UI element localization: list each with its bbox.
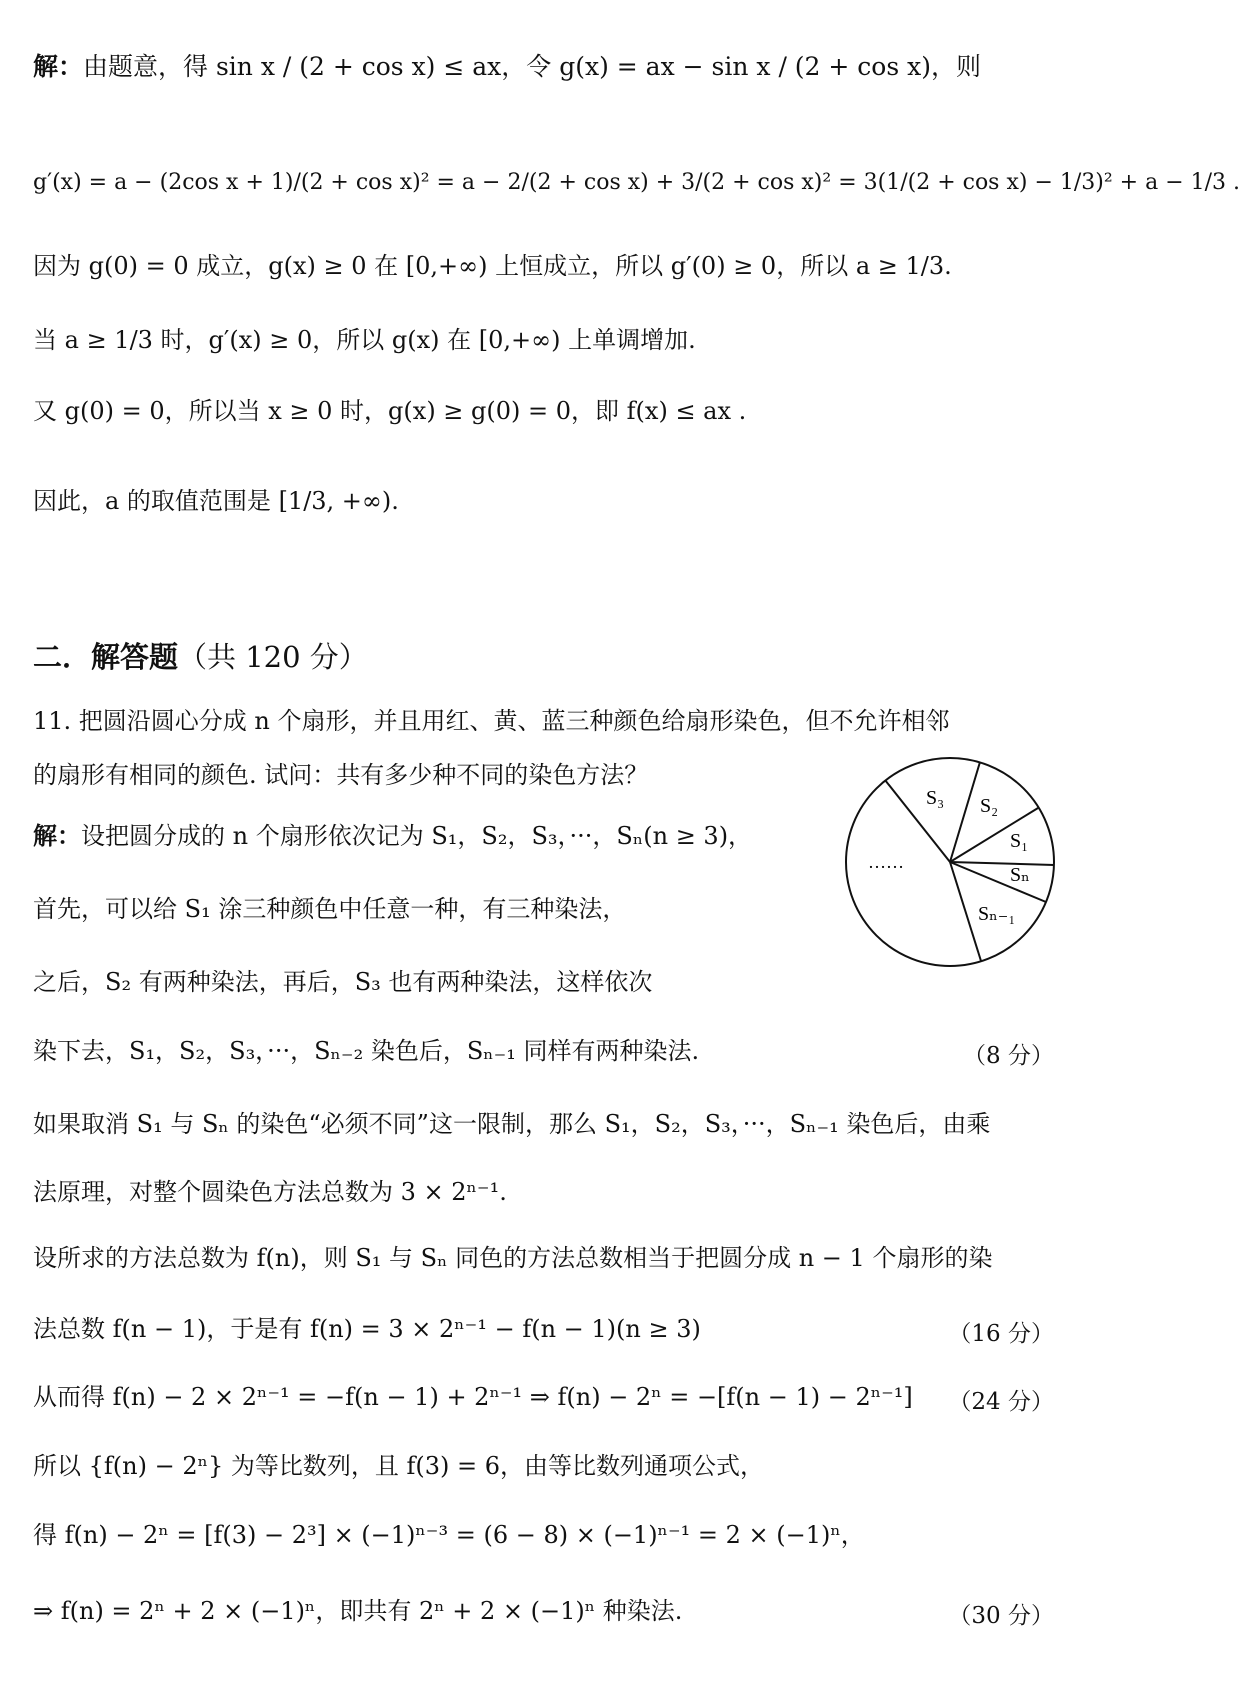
- label-s2: S₂: [980, 795, 999, 817]
- score-30: （30 分）: [948, 1603, 1054, 1629]
- label-s3: S₃: [926, 787, 945, 809]
- label-sn-1: Sₙ₋₁: [978, 903, 1016, 925]
- prev-solution-line-4: 当 a ≥ 1/3 时，g′(x) ≥ 0，所以 g(x) 在 [0,+∞) 上单调增加.: [33, 326, 696, 354]
- prev-solution-line-5: 又 g(0) = 0，所以当 x ≥ 0 时，g(x) ≥ g(0) = 0，即 f(x) ≤ ax .: [33, 397, 747, 425]
- prev-solution-line-6: 因此，a 的取值范围是 [1/3, +∞).: [33, 487, 399, 515]
- section-title-text: 二．解答题: [33, 640, 179, 674]
- solution-line-2: 首先，可以给 S₁ 涂三种颜色中任意一种，有三种染法，: [33, 895, 627, 923]
- solution-line-4: 染下去，S₁，S₂，S₃，···，Sₙ₋₂ 染色后，Sₙ₋₁ 同样有两种染法.: [33, 1037, 700, 1065]
- solution-line-1: 解：设把圆分成的 n 个扇形依次记为 S₁，S₂，S₃，···，Sₙ(n ≥ 3)，: [33, 822, 753, 850]
- prev-solution-line-1: 解：由题意，得 sin x / (2 + cos x) ≤ ax，令 g(x) = ax − sin x / (2 + cos x)，则: [33, 52, 981, 81]
- label-ellipsis: ……: [868, 852, 904, 872]
- prev-solution-line-2: g′(x) = a − (2cos x + 1)/(2 + cos x)² = a − 2/(2 + cos x) + 3/(2 + cos x)² = 3(1/(2 + cos x) − 1/3)² + a − 1/3 .: [33, 170, 1240, 195]
- solution-heading-2: 解：: [33, 822, 81, 850]
- problem-stem-1: 11. 把圆沿圆心分成 n 个扇形，并且用红、黄、蓝三种颜色给扇形染色，但不允许相邻: [33, 707, 950, 735]
- solution-heading: 解：: [33, 52, 84, 81]
- solution-line-11: 得 f(n) − 2ⁿ = [f(3) − 2³] × (−1)ⁿ⁻³ = (6 − 8) × (−1)ⁿ⁻¹ = 2 × (−1)ⁿ，: [33, 1521, 865, 1549]
- solution-line-12: ⇒ f(n) = 2ⁿ + 2 × (−1)ⁿ，即共有 2ⁿ + 2 × (−1)ⁿ 种染法.: [33, 1597, 683, 1625]
- solution-line-7: 设所求的方法总数为 f(n)，则 S₁ 与 Sₙ 同色的方法总数相当于把圆分成 n − 1 个扇形的染: [33, 1244, 993, 1272]
- solution-line-10: 所以 {f(n) − 2ⁿ} 为等比数列，且 f(3) = 6，由等比数列通项公式，: [33, 1452, 765, 1480]
- solution-line-5: 如果取消 S₁ 与 Sₙ 的染色“必须不同”这一限制，那么 S₁，S₂，S₃，···，Sₙ₋₁ 染色后，由乘: [33, 1110, 991, 1138]
- label-s1: S₁: [1010, 830, 1029, 852]
- section-points: （共 120 分）: [178, 640, 368, 674]
- solution-line-8: 法总数 f(n − 1)，于是有 f(n) = 3 × 2ⁿ⁻¹ − f(n − 1)(n ≥ 3): [33, 1315, 701, 1343]
- solution-line-3: 之后，S₂ 有两种染法，再后，S₃ 也有两种染法，这样依次: [33, 968, 653, 996]
- solution-line-6: 法原理，对整个圆染色方法总数为 3 × 2ⁿ⁻¹.: [33, 1178, 507, 1206]
- label-sn: Sₙ: [1010, 864, 1030, 886]
- section-title: [33, 640, 1050, 675]
- score-8: （8 分）: [963, 1043, 1054, 1069]
- score-24: （24 分）: [948, 1389, 1054, 1415]
- prev-solution-line-3: 因为 g(0) = 0 成立，g(x) ≥ 0 在 [0,+∞) 上恒成立，所以 g′(0) ≥ 0，所以 a ≥ 1/3.: [33, 252, 952, 280]
- problem-stem-2: 的扇形有相同的颜色. 试问：共有多少种不同的染色方法？: [33, 761, 649, 789]
- score-16: （16 分）: [948, 1321, 1054, 1347]
- solution-line-9: 从而得 f(n) − 2 × 2ⁿ⁻¹ = −f(n − 1) + 2ⁿ⁻¹ ⇒ f(n) − 2ⁿ = −[f(n − 1) − 2ⁿ⁻¹]: [33, 1383, 913, 1411]
- sector-circle-figure: [840, 752, 1060, 972]
